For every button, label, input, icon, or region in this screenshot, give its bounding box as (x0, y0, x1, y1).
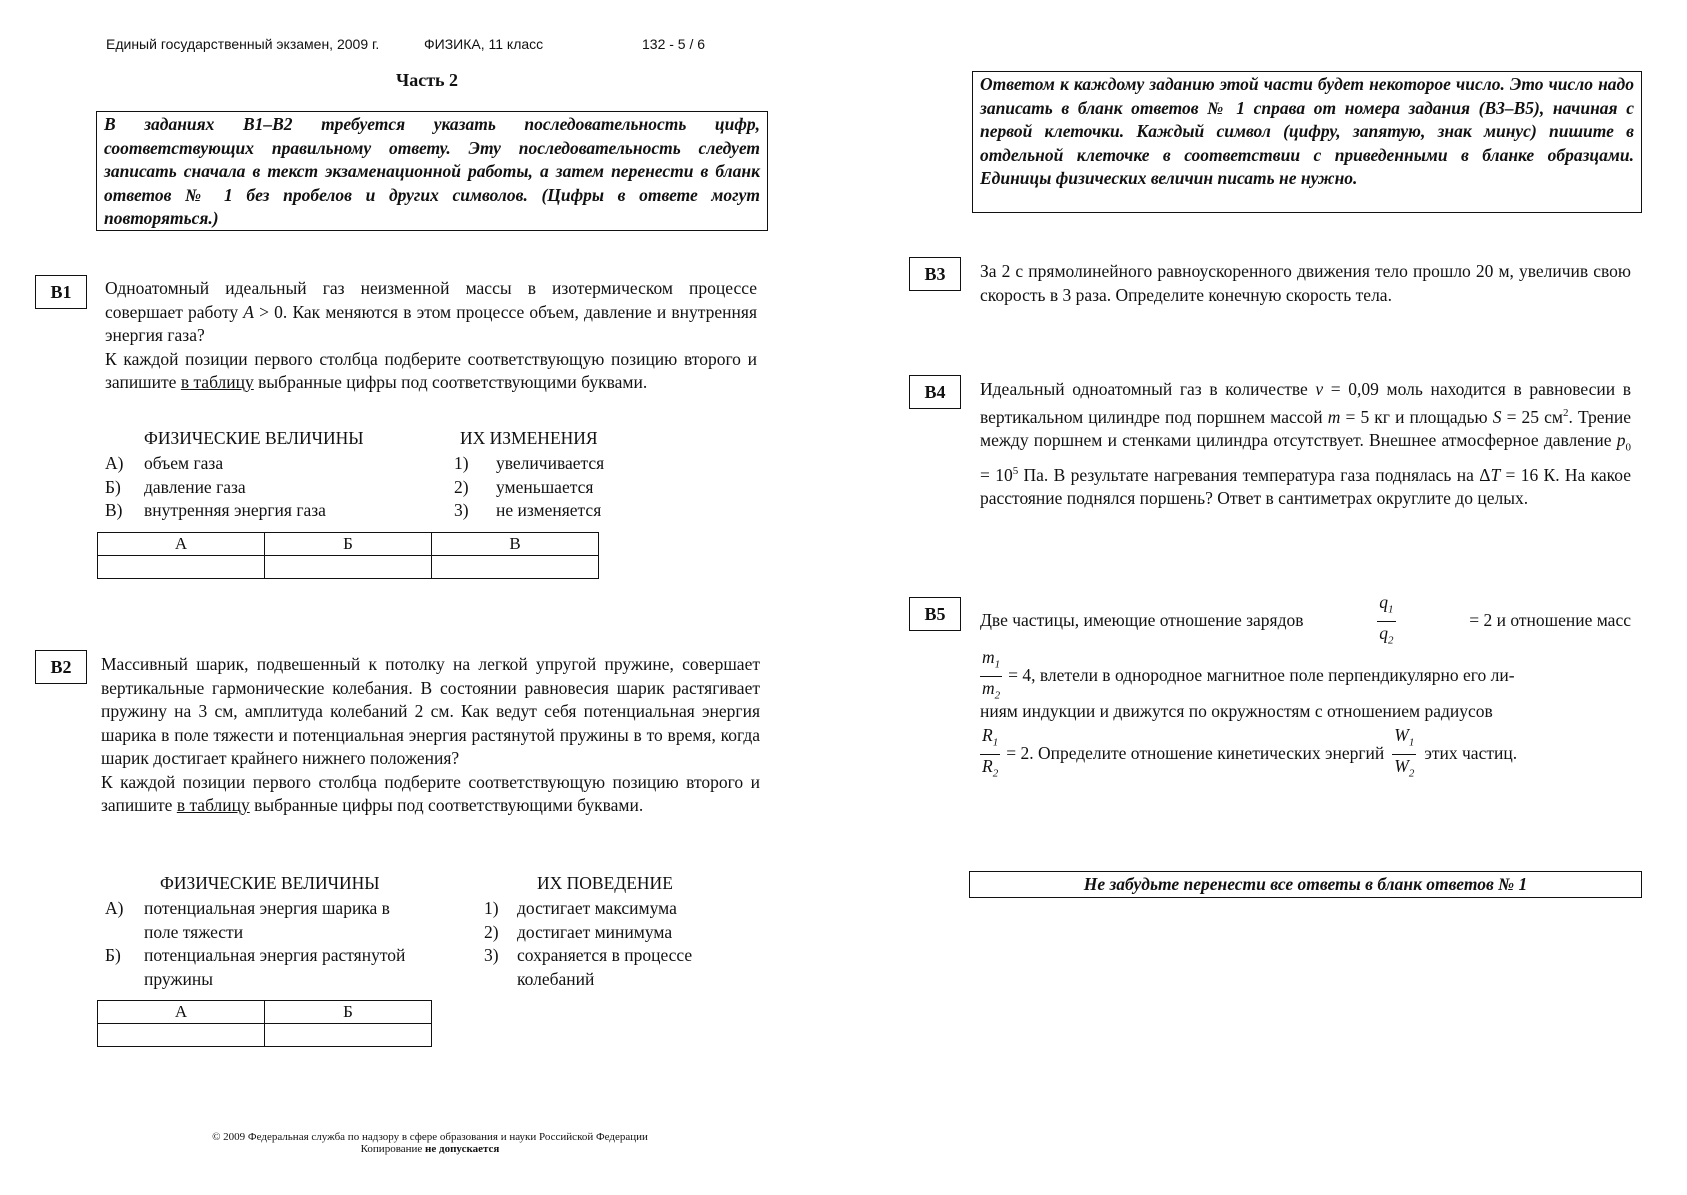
b1-right-list (454, 452, 604, 523)
b5-line2: $\frac{m_1}{m_2}$ = 4, влетели в однородное магнитное поле перпендикулярно его ли- (980, 646, 1631, 706)
list-item: 2) уменьшается (454, 476, 594, 497)
b1-col2-header: ИХ ИЗМЕНЕНИЯ (460, 428, 598, 448)
b2-right-list: 1) достигает максимума 2) достигает минимума 3) сохраняется в процессе колебаний (484, 897, 754, 991)
b5-line4: $\frac{R_1}{R_2}$ = 2. Определите отношение кинетических энергий $\frac{W_1}{W_2}$ этих частиц. (980, 724, 1631, 784)
b2-col1-header: ФИЗИЧЕСКИЕ ВЕЛИЧИНЫ (160, 873, 380, 893)
answer-header: А (98, 1001, 265, 1024)
task-tag-b2: B2 (35, 650, 87, 684)
b1-answer-table (97, 532, 599, 579)
task-tag-b4: B4 (909, 375, 961, 409)
fraction-w1-w2: $\frac{W_1}{W_2}$ (1394, 725, 1415, 779)
list-item: В) внутренняя энергия газа (105, 500, 326, 520)
list-item: 3) не изменяется (454, 500, 602, 520)
b1-col1-header: ФИЗИЧЕСКИЕ ВЕЛИЧИНЫ (144, 428, 364, 448)
b2-col2-header: ИХ ПОВЕДЕНИЕ (537, 873, 673, 893)
list-item: 3) сохраняется в процессе (484, 945, 693, 965)
b5-line1: Две частицы, имеющие отношение зарядов $\frac{q_1}{q_2}$ = 2 и отношение масс (980, 591, 1631, 651)
part-title: Часть 2 (396, 70, 459, 90)
b5-line3: ниям индукции и движутся по окружностям с отношением радиусов (980, 701, 1493, 721)
list-item: А) потенциальная энергия шарика в (105, 898, 390, 918)
list-item: Б) потенциальная энергия растянутой (105, 945, 406, 965)
footer: © 2009 Федеральная служба по надзору в сфере образования и науки Российской Федерации Копирование не допускается (212, 1131, 648, 1155)
task-b2-text: Массивный шарик, подвешенный к потолку на легкой упругой пружине, совершает вертикальные гармонические колебания. В состоянии равновесия шарик растягивает пружину на 3 см, амплитуда колебаний 2 см. Как ведут себя потенциальная энергия шарика в поле тяжести и потенциальная энергия растянутой пружины в то время, когда шарик достигает крайнего нижнего положения? К каждой позиции первого столбца подберите соответствующую позицию второго и запишите в таблицу выбранные цифры под соответствующими буквами. (101, 654, 760, 815)
fraction-m1-m2: $\frac{m_1}{m_2}$ (982, 647, 1001, 701)
list-item: 2) достигает минимума (484, 921, 673, 942)
b1-left-list (105, 452, 326, 523)
reminder-box: Не забудьте перенести все ответы в бланк ответов № 1 (969, 871, 1642, 898)
list-item: 1) увеличивается (454, 453, 605, 473)
answer-cell[interactable] (98, 1024, 265, 1047)
header-page: 132 - 5 / 6 (642, 36, 706, 52)
fraction-q1-q2: $\frac{q_1}{q_2}$ (1379, 592, 1394, 646)
header-subject: ФИЗИКА, 11 класс (424, 36, 544, 52)
b2-answer-table (97, 1000, 432, 1047)
task-tag-b5: B5 (909, 597, 961, 631)
answer-cell[interactable] (265, 1024, 432, 1047)
task-b4-text: Идеальный одноатомный газ в количестве ν = 0,09 моль находится в равновесии в вертикальном цилиндре под поршнем массой m = 5 кг и площадью S = 25 $см^2$. Трение между поршнем и стенками цилиндра отсутствует. Внешнее атмосферное давление $p_0 = 10^5$ Па. В результате нагревания температура газа поднялась на ΔT = 16 К. На какое расстояние поднялся поршень? Ответ в сантиметрах округлите до целых. (980, 379, 1631, 509)
header-exam: Единый государственный экзамен, 2009 г. (106, 36, 380, 52)
list-item: А) объем газа (105, 453, 224, 473)
answer-cell[interactable] (98, 556, 265, 579)
fraction-r1-r2: $\frac{R_1}{R_2}$ (982, 725, 999, 779)
b2-left-list: А) потенциальная энергия шарика в поле тяжести Б) потенциальная энергия растянутой пружины (105, 897, 460, 991)
answer-header: А (98, 533, 265, 556)
answer-cell[interactable] (432, 556, 599, 579)
list-item: 1) достигает максимума (484, 898, 677, 918)
instructions-b3-b5: Ответом к каждому заданию этой части будет некоторое число. Это число надо записать в бланк ответов № 1 справа от номера задания (В3–В5), начиная с первой клеточки. Каждый символ (цифру, запятую, знак минус) пишите в отдельной клеточке в соответствии с приведенными в бланке образцами. Единицы физических величин писать не нужно. (972, 71, 1642, 213)
task-b3-text: За 2 с прямолинейного равноускоренного движения тело прошло 20 м, увеличив свою скорость в 3 раза. Определите конечную скорость тела. (980, 261, 1631, 305)
answer-header: В (432, 533, 599, 556)
answer-header: Б (265, 1001, 432, 1024)
list-item: Б) давление газа (105, 476, 246, 497)
task-tag-b3: B3 (909, 257, 961, 291)
instructions-b1-b2: В заданиях В1–В2 требуется указать последовательность цифр, соответствующих правильному ответу. Эту последовательность следует записать сначала в текст экзаменационной работы, а затем перенести в бланк ответов № 1 без пробелов и других символов. (Цифры в ответе могут повторяться.) (96, 111, 768, 231)
task-tag-b1: B1 (35, 275, 87, 309)
answer-header: Б (265, 533, 432, 556)
answer-cell[interactable] (265, 556, 432, 579)
task-b1-text: Одноатомный идеальный газ неизменной массы в изотермическом процессе совершает работу A > 0. Как меняются в этом процессе объем, давление и внутренняя энергия газа? К каждой позиции первого столбца подберите соответствующую позицию второго и запишите в таблицу выбранные цифры под соответствующими буквами. (105, 278, 757, 392)
